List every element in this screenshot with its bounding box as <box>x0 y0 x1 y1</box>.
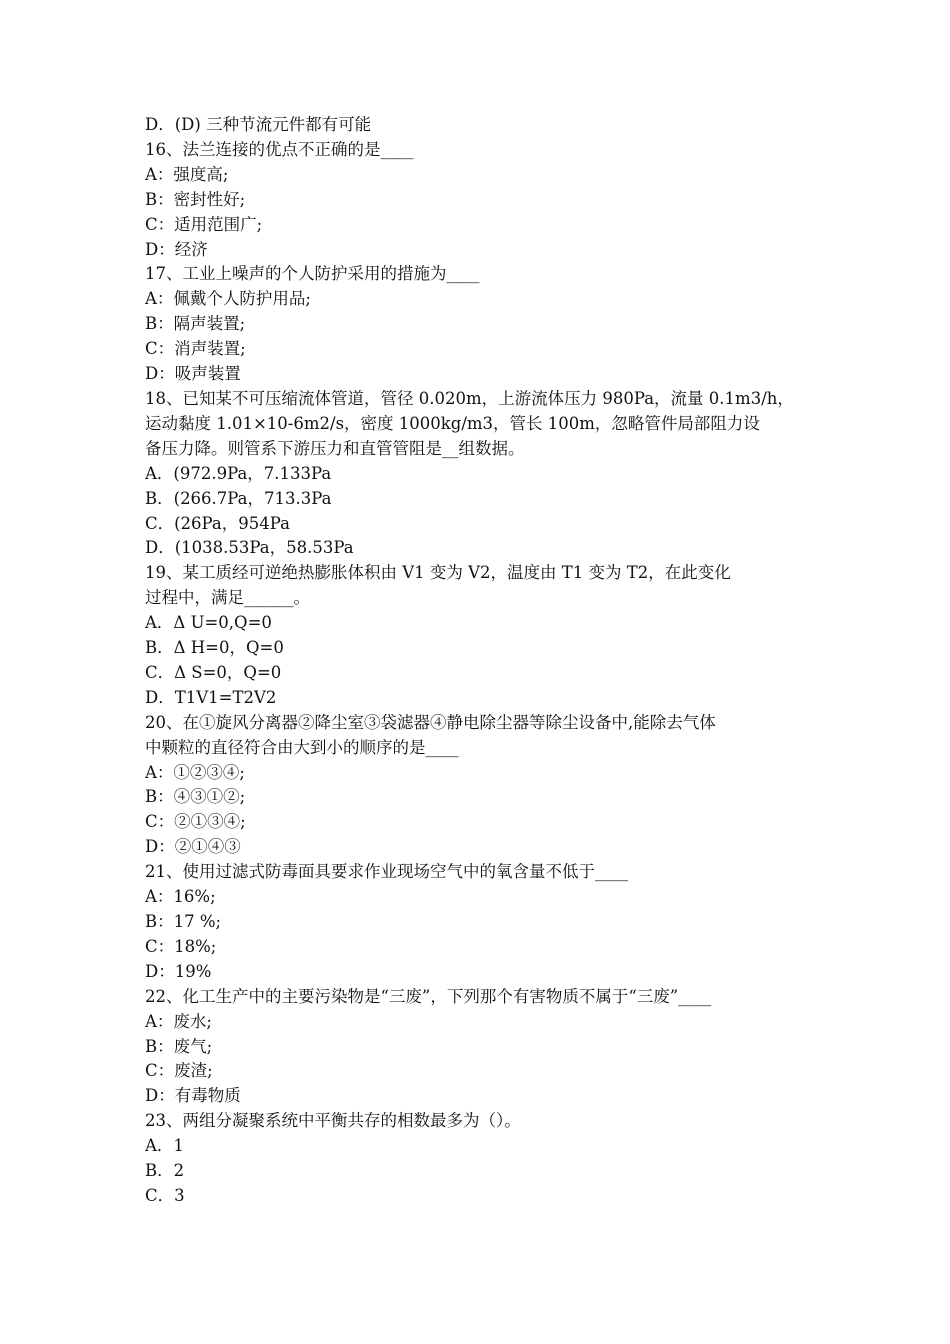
text-line: C：②①③④; <box>145 812 246 832</box>
text-line: A：16%; <box>145 887 216 907</box>
text-line: B．(266.7Pa，713.3Pa <box>145 488 332 508</box>
text-line: C．(26Pa，954Pa <box>145 513 290 533</box>
text-line: 过程中，满足______。 <box>145 588 310 608</box>
text-line: C．3 <box>145 1185 185 1205</box>
text-line: D．T1V1=T2V2 <box>145 687 277 707</box>
text-line: C：消声装置; <box>145 339 246 359</box>
text-line: C：适用范围广; <box>145 214 263 234</box>
text-line: B：废气; <box>145 1036 213 1056</box>
text-line: 18、已知某不可压缩流体管道，管径 0.020m，上游流体压力 980Pa，流量 0.1m3/h， <box>145 388 794 408</box>
text-line: B．Δ H=0，Q=0 <box>145 638 284 658</box>
text-line: B：④③①②; <box>145 787 246 807</box>
text-line: A．Δ U=0,Q=0 <box>145 613 272 633</box>
document-page <box>145 113 815 1209</box>
text-line: 17、工业上噪声的个人防护采用的措施为____ <box>145 264 480 284</box>
text-line: 备压力降。则管系下游压力和直管管阻是__组数据。 <box>145 438 525 458</box>
text-line: D：②①④③ <box>145 837 241 857</box>
text-line: 23、两组分凝聚系统中平衡共存的相数最多为（）。 <box>145 1111 521 1131</box>
text-line: A：强度高; <box>145 164 229 184</box>
text-line: C．Δ S=0，Q=0 <box>145 662 282 682</box>
text-line: 中颗粒的直径符合由大到小的顺序的是____ <box>145 737 459 757</box>
text-line: B：隔声装置; <box>145 314 246 334</box>
text-line: D：经济 <box>145 239 208 259</box>
text-line: 16、法兰连接的优点不正确的是____ <box>145 139 414 159</box>
text-line: D：有毒物质 <box>145 1086 241 1106</box>
text-line: 19、某工质经可逆绝热膨胀体积由 V1 变为 V2，温度由 T1 变为 T2，在此变化 <box>145 563 731 583</box>
text-line: C：废渣; <box>145 1061 213 1081</box>
text-line: B．2 <box>145 1161 185 1181</box>
text-line: D．(D) 三种节流元件都有可能 <box>145 115 372 134</box>
text-line: D：19% <box>145 961 212 981</box>
text-line: D：吸声装置 <box>145 364 241 384</box>
text-line: A．(972.9Pa，7.133Pa <box>145 463 332 483</box>
text-line: 20、在①旋风分离器②降尘室③袋滤器④静电除尘器等除尘设备中,能除去气体 <box>145 712 716 732</box>
text-line: B：17 %; <box>145 912 222 931</box>
text-line: C：18%; <box>145 936 217 956</box>
text-line: A：佩戴个人防护用品; <box>145 289 311 309</box>
text-line: B：密封性好; <box>145 189 246 209</box>
text-line: A：废水; <box>145 1011 212 1031</box>
text-line: 21、使用过滤式防毒面具要求作业现场空气中的氧含量不低于____ <box>145 862 628 882</box>
text-line: 22、化工生产中的主要污染物是“三废”，下列那个有害物质不属于“三废”____ <box>145 986 712 1006</box>
text-line: A．1 <box>145 1136 184 1156</box>
text-line: D．(1038.53Pa，58.53Pa <box>145 538 354 558</box>
text-line: A：①②③④; <box>145 762 245 782</box>
text-line: 运动黏度 1.01×10-6m2/s，密度 1000kg/m3，管长 100m，忽略管件局部阻力设 <box>145 413 760 433</box>
